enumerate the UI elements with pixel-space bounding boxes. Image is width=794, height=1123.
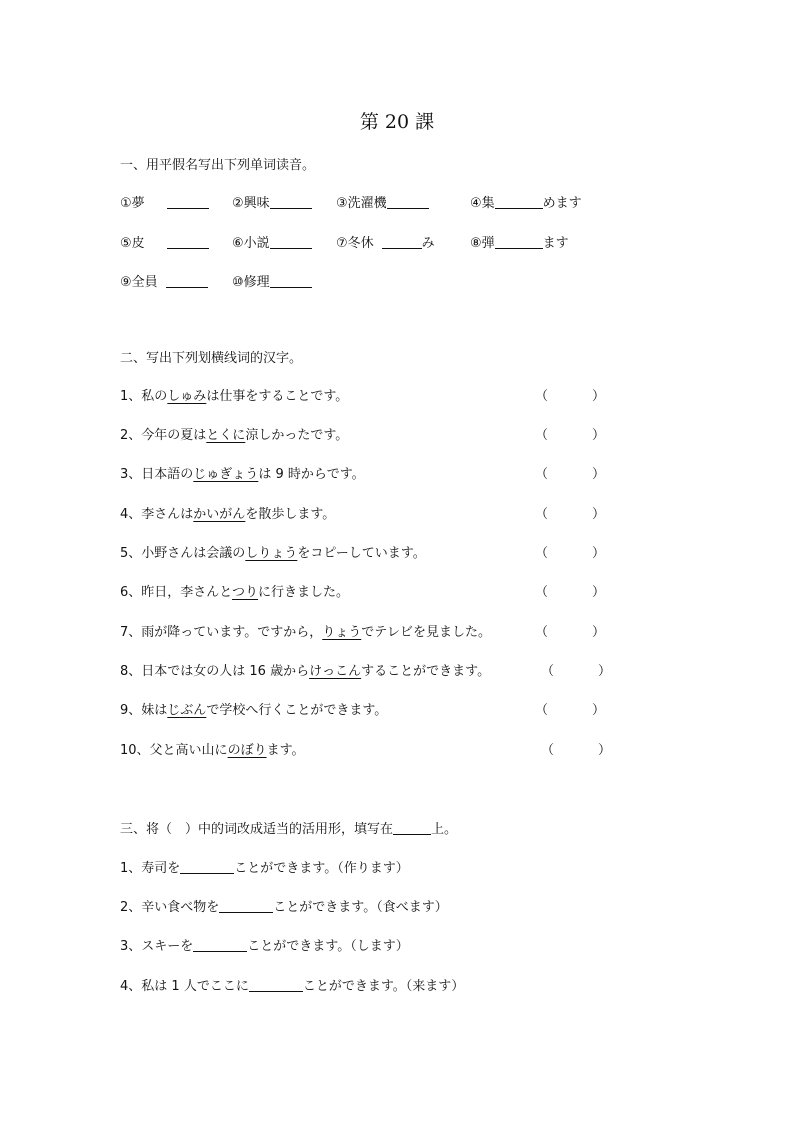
question-number: 7、 <box>120 625 142 640</box>
question-row <box>120 463 365 482</box>
paren-close: ） <box>598 743 612 758</box>
question-text: に行きました。 <box>258 585 350 600</box>
question-row <box>120 621 491 640</box>
paren-open: （ <box>541 664 555 679</box>
underlined-word: とくに <box>206 428 246 443</box>
answer-blank[interactable] <box>495 194 543 209</box>
fill-question-row <box>120 975 464 994</box>
section1-heading: 一、用平假名写出下列单词读音。 <box>120 158 316 173</box>
question-text: 小野さんは会議の <box>141 546 246 561</box>
question-text: を散歩します。 <box>245 507 336 522</box>
paren-close: ） <box>592 507 606 522</box>
question-text: 李さんは <box>141 507 194 522</box>
answer-parentheses[interactable] <box>535 581 605 600</box>
vocab-num: ⑩ <box>232 275 244 290</box>
fill-question-row <box>120 935 409 954</box>
page-title: 第 20 課 <box>359 111 435 133</box>
question-text: 父と高い山に <box>149 743 228 758</box>
question-text: 雨が降っています。ですから， <box>141 625 323 640</box>
vocab-item <box>232 271 312 290</box>
vocab-num: ⑤ <box>120 236 132 251</box>
vocab-word: 弾 <box>481 236 495 251</box>
answer-blank[interactable] <box>180 859 234 874</box>
vocab-word: 小説 <box>243 236 270 251</box>
answer-blank[interactable] <box>270 273 312 288</box>
answer-blank[interactable] <box>270 194 312 209</box>
answer-parentheses[interactable] <box>535 385 605 404</box>
question-number: 3、 <box>120 467 142 482</box>
fill-question-row <box>120 896 448 915</box>
vocab-item <box>232 192 312 211</box>
vocab-num: ④ <box>470 196 482 211</box>
section2-heading: 二、写出下列划横线词的汉字。 <box>120 351 303 366</box>
section3-heading <box>120 818 457 837</box>
answer-parentheses[interactable] <box>535 542 605 561</box>
question-text: は仕事をすることです。 <box>206 389 349 404</box>
question-text: ことができます。（来ます） <box>302 979 465 994</box>
question-text: 私の <box>141 389 168 404</box>
answer-blank[interactable] <box>167 194 209 209</box>
vocab-item <box>470 232 569 251</box>
question-text: 寿司を <box>141 861 181 876</box>
question-row <box>120 542 426 561</box>
section3-heading-text: 三、将（ ）中的词改成适当的活用形，填写在 <box>120 822 394 837</box>
paren-open: （ <box>535 625 549 640</box>
question-row <box>120 424 348 443</box>
question-text: をコピーしています。 <box>297 546 426 561</box>
vocab-num: ⑨ <box>120 275 132 290</box>
vocab-word: 冬休 <box>347 236 374 251</box>
question-text: スキーを <box>141 939 194 954</box>
vocab-word: 夢 <box>131 196 145 211</box>
vocab-word: 興味 <box>243 196 270 211</box>
answer-parentheses[interactable] <box>535 621 605 640</box>
paren-close: ） <box>592 703 606 718</box>
paren-open: （ <box>535 507 549 522</box>
vocab-num: ⑥ <box>232 236 244 251</box>
vocab-num: ③ <box>336 196 348 211</box>
underlined-word: けっこん <box>309 664 362 679</box>
question-text: 私は 1 人でここに <box>141 979 249 994</box>
vocab-word: 洗濯機 <box>347 196 387 211</box>
paren-open: （ <box>541 743 555 758</box>
vocab-item <box>232 232 312 251</box>
question-number: 3、 <box>120 939 142 954</box>
question-row <box>120 739 305 758</box>
vocab-suffix: めます <box>542 196 582 211</box>
question-text: で学校へ行くことができます。 <box>206 703 388 718</box>
underlined-word: かいがん <box>193 507 246 522</box>
question-number: 1、 <box>120 389 142 404</box>
question-number: 6、 <box>120 585 142 600</box>
question-text: 今年の夏は <box>141 428 207 443</box>
paren-close: ） <box>592 585 606 600</box>
question-number: 2、 <box>120 428 142 443</box>
answer-blank[interactable] <box>166 273 208 288</box>
paren-close: ） <box>592 428 606 443</box>
paren-open: （ <box>535 585 549 600</box>
underlined-word: つり <box>232 585 259 600</box>
answer-parentheses[interactable] <box>535 503 605 522</box>
paren-close: ） <box>592 467 606 482</box>
question-text: ことができます。（作ります） <box>234 861 409 876</box>
question-text: 妹は <box>141 703 168 718</box>
question-text: 涼しかったです。 <box>245 428 349 443</box>
answer-blank[interactable] <box>382 234 422 249</box>
paren-open: （ <box>535 546 549 561</box>
question-row <box>120 503 335 522</box>
vocab-suffix: み <box>421 236 435 251</box>
question-number: 5、 <box>120 546 142 561</box>
answer-blank[interactable] <box>495 234 543 249</box>
answer-blank[interactable] <box>387 194 429 209</box>
question-number: 2、 <box>120 900 142 915</box>
section3-heading-tail: 上。 <box>431 822 458 837</box>
vocab-num: ② <box>232 196 244 211</box>
underlined-word: しゅみ <box>167 389 207 404</box>
paren-open: （ <box>535 703 549 718</box>
question-row <box>120 660 490 679</box>
question-text: することができます。 <box>361 664 491 679</box>
answer-blank[interactable] <box>249 977 303 992</box>
paren-close: ） <box>592 389 606 404</box>
underlined-word: じゅぎょう <box>193 467 259 482</box>
vocab-item <box>470 192 582 211</box>
paren-close: ） <box>592 625 606 640</box>
vocab-word: 修理 <box>243 275 270 290</box>
question-number: 1、 <box>120 861 142 876</box>
question-text: ことができます。（食べます） <box>273 900 448 915</box>
question-text: でテレビを見ました。 <box>361 625 492 640</box>
question-text: は 9 時からです。 <box>258 467 365 482</box>
underlined-word: じぶん <box>167 703 207 718</box>
answer-blank[interactable] <box>219 898 273 913</box>
answer-blank[interactable] <box>167 234 209 249</box>
paren-open: （ <box>535 467 549 482</box>
vocab-item <box>120 192 209 211</box>
question-row <box>120 385 348 404</box>
answer-parentheses[interactable] <box>535 699 605 718</box>
vocab-num: ⑧ <box>470 236 482 251</box>
underlined-word: しりょう <box>245 546 298 561</box>
paren-close: ） <box>598 664 612 679</box>
paren-close: ） <box>592 546 606 561</box>
question-number: 10、 <box>120 743 150 758</box>
vocab-item <box>336 192 429 211</box>
vocab-num: ① <box>120 196 132 211</box>
answer-parentheses[interactable] <box>541 739 611 758</box>
question-number: 9、 <box>120 703 142 718</box>
answer-blank[interactable] <box>193 937 247 952</box>
vocab-word: 全員 <box>131 275 158 290</box>
underlined-word: のぼり <box>227 743 267 758</box>
answer-parentheses[interactable] <box>535 424 605 443</box>
question-row <box>120 581 349 600</box>
question-text: ことができます。（します） <box>247 939 409 954</box>
question-number: 8、 <box>120 664 142 679</box>
question-number: 4、 <box>120 979 142 994</box>
question-text: ます。 <box>266 743 305 758</box>
heading-blank <box>393 820 431 835</box>
fill-question-row <box>120 857 409 876</box>
vocab-item <box>120 271 208 290</box>
question-text: 日本では女の人は 16 歳から <box>141 664 310 679</box>
vocab-suffix: ます <box>542 236 569 251</box>
answer-parentheses[interactable] <box>541 660 611 679</box>
question-number: 4、 <box>120 507 142 522</box>
question-row <box>120 699 387 718</box>
question-text: 日本語の <box>141 467 194 482</box>
question-text: 昨日，李さんと <box>141 585 233 600</box>
vocab-word: 皮 <box>131 236 145 251</box>
answer-parentheses[interactable] <box>535 463 605 482</box>
paren-open: （ <box>535 428 549 443</box>
answer-blank[interactable] <box>270 234 312 249</box>
vocab-num: ⑦ <box>336 236 348 251</box>
vocab-item <box>336 232 435 251</box>
vocab-word: 集 <box>481 196 495 211</box>
question-text: 辛い食べ物を <box>141 900 220 915</box>
vocab-item <box>120 232 209 251</box>
underlined-word: りょう <box>322 625 362 640</box>
paren-open: （ <box>535 389 549 404</box>
